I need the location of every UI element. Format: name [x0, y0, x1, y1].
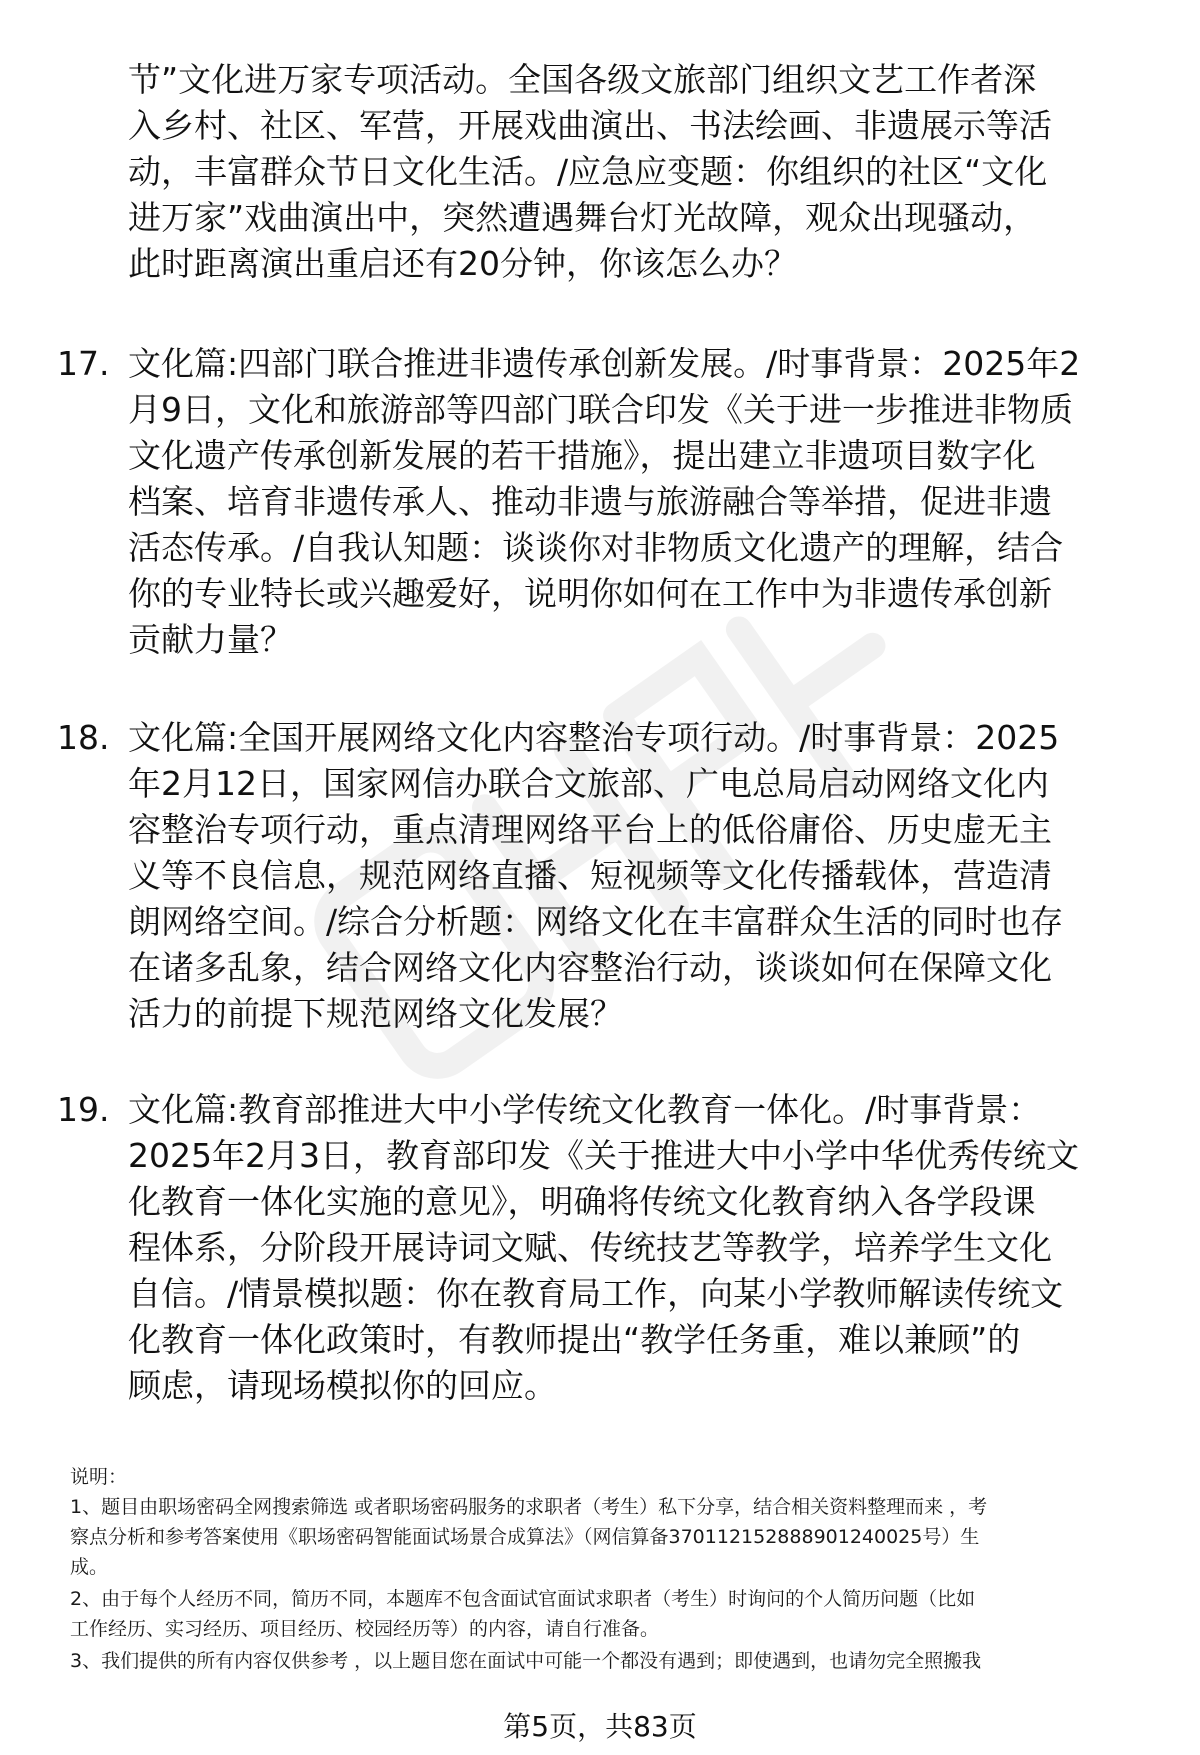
question-line: 化教育一体化政策时，有教师提出“教学任务重，难以兼顾”的: [128, 1320, 1021, 1359]
note-line: 成。: [70, 1556, 109, 1578]
question-line: 文化遗产传承创新发展的若干措施》，提出建立非遗项目数字化: [128, 436, 1036, 475]
question-line: 朗网络空间。/综合分析题：网络文化在丰富群众生活的同时也存: [128, 902, 1064, 941]
question-line: 月9日，文化和旅游部等四部门联合印发《关于进一步推进非物质: [128, 390, 1073, 429]
question-number: 18.: [57, 718, 110, 757]
question-line: 节”文化进万家专项活动。全国各级文旅部门组织文艺工作者深: [128, 60, 1037, 99]
notes-title: 说明：: [70, 1466, 128, 1488]
question-line: 义等不良信息，规范网络直播、短视频等文化传播载体，营造清: [128, 856, 1052, 895]
question-line: 贡献力量？: [128, 620, 293, 659]
question-line: 容整治专项行动，重点清理网络平台上的低俗庸俗、历史虚无主: [128, 810, 1052, 849]
question-number: 17.: [57, 344, 110, 383]
question-line: 化教育一体化实施的意见》，明确将传统文化教育纳入各学段课: [128, 1182, 1036, 1221]
page-number: 第5页，共83页: [503, 1710, 697, 1743]
question-line: 在诸多乱象，结合网络文化内容整治行动，谈谈如何在保障文化: [128, 948, 1052, 987]
question-line: 文化篇:四部门联合推进非遗传承创新发展。/时事背景：2025年2: [128, 344, 1081, 383]
question-line: 年2月12日，国家网信办联合文旅部、广电总局启动网络文化内: [128, 764, 1049, 803]
question-line: 活态传承。/自我认知题：谈谈你对非物质文化遗产的理解，结合: [128, 528, 1064, 567]
question-line: 程体系，分阶段开展诗词文赋、传统技艺等教学，培养学生文化: [128, 1228, 1052, 1267]
note-line: 工作经历、实习经历、项目经历、校园经历等）的内容，请自行准备。: [70, 1618, 660, 1640]
note-line: 2、由于每个人经历不同，简历不同，本题库不包含面试官面试求职者（考生）时询问的个人简历问题（比如: [70, 1588, 976, 1610]
question-number: 19.: [57, 1090, 110, 1129]
note-line: 1、题目由职场密码全网搜索筛选 或者职场密码服务的求职者（考生）私下分享，结合相关资料整理而来 ，考: [70, 1496, 988, 1518]
question-line: 进万家”戏曲演出中，突然遭遇舞台灯光故障，观众出现骚动，: [128, 198, 1037, 237]
question-line: 动，丰富群众节日文化生活。/应急应变题：你组织的社区“文化: [128, 152, 1048, 191]
question-line: 文化篇:教育部推进大中小学传统文化教育一体化。/时事背景：: [128, 1090, 1042, 1129]
question-line: 2025年2月3日，教育部印发《关于推进大中小学中华优秀传统文: [128, 1136, 1079, 1175]
question-line: 文化篇:全国开展网络文化内容整治专项行动。/时事背景：2025: [128, 718, 1060, 757]
question-line: 此时距离演出重启还有20分钟，你该怎么办？: [128, 244, 797, 283]
question-line: 活力的前提下规范网络文化发展？: [128, 994, 623, 1033]
question-line: 入乡村、社区、军营，开展戏曲演出、书法绘画、非遗展示等活: [128, 106, 1052, 145]
question-line: 自信。/情景模拟题：你在教育局工作，向某小学教师解读传统文: [128, 1274, 1064, 1313]
question-line: 你的专业特长或兴趣爱好，说明你如何在工作中为非遗传承创新: [128, 574, 1052, 613]
question-line: 顾虑，请现场模拟你的回应。: [128, 1366, 557, 1405]
question-line: 档案、培育非遗传承人、推动非遗与旅游融合等举措，促进非遗: [128, 482, 1052, 521]
note-line: 察点分析和参考答案使用《职场密码智能面试场景合成算法》（网信算备370112152888901240025号）生: [70, 1526, 980, 1548]
note-line: 3、我们提供的所有内容仅供参考 ，以上题目您在面试中可能一个都没有遇到；即使遇到，也请勿完全照搬我: [70, 1650, 982, 1672]
